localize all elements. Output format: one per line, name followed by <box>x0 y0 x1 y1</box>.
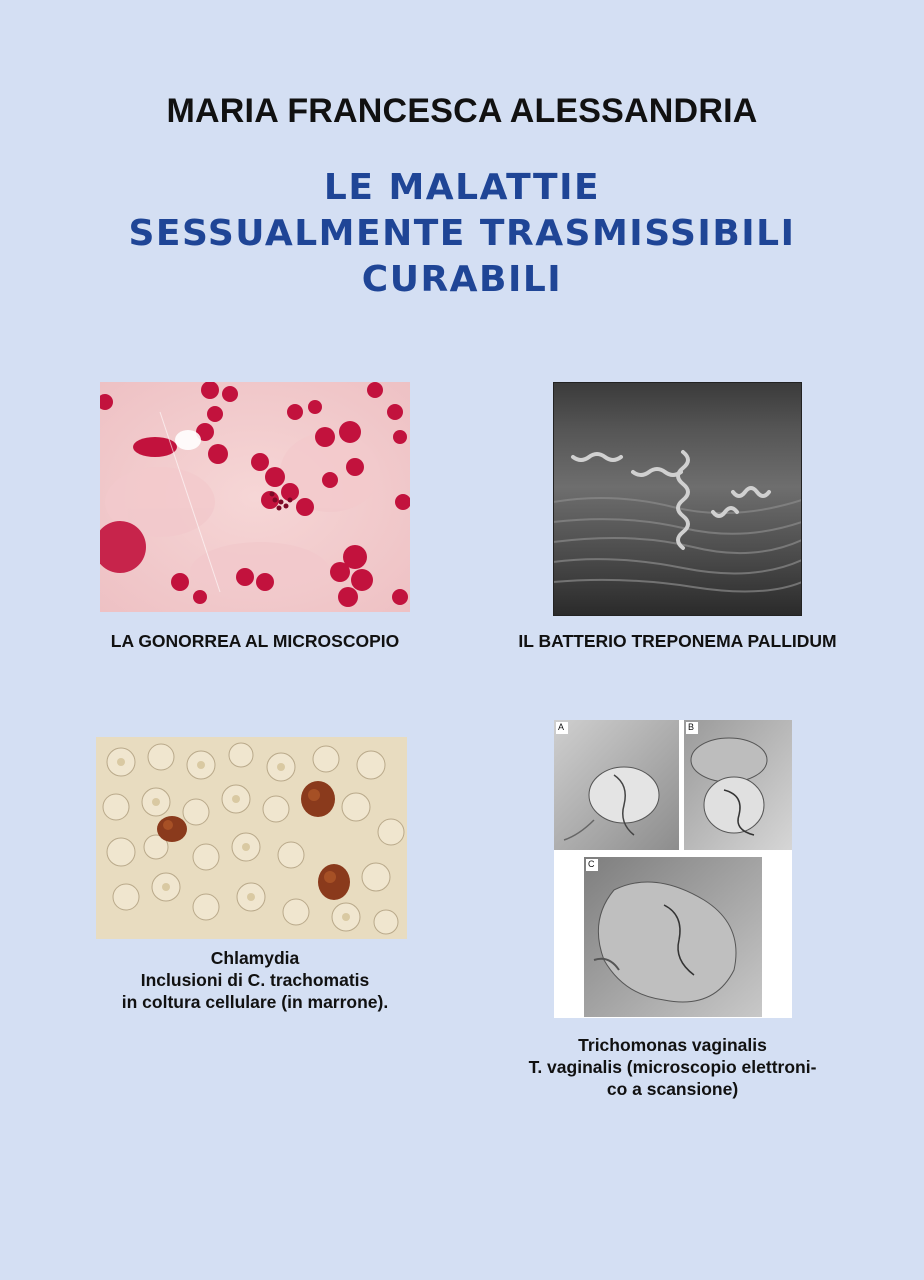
treponema-caption: IL BATTERIO TREPONEMA PALLIDUM <box>518 631 837 651</box>
trichomonas-caption-line-2: T. vaginalis (microscopio elettroni- <box>528 1057 817 1077</box>
panel-label-b: B <box>688 722 695 732</box>
chlamydia-caption-line-2: Inclusioni di C. trachomatis <box>140 970 370 990</box>
trichomonas-micrograph <box>554 720 792 1018</box>
gonorrhea-micrograph <box>100 382 410 612</box>
title-line-2: SESSUALMENTE TRASMISSIBILI <box>128 213 796 254</box>
author-name: MARIA FRANCESCA ALESSANDRIA <box>166 92 758 130</box>
title-line-3: CURABILI <box>361 259 563 300</box>
trichomonas-caption-line-3: co a scansione) <box>606 1079 739 1099</box>
treponema-micrograph <box>553 382 802 616</box>
panel-label-c: C <box>588 859 595 869</box>
panel-label-a: A <box>558 722 565 732</box>
chlamydia-caption <box>60 947 450 1013</box>
trichomonas-caption <box>480 1034 865 1100</box>
chlamydia-micrograph <box>96 737 407 939</box>
trichomonas-caption-line-1: Trichomonas vaginalis <box>578 1035 767 1055</box>
gonorrhea-caption: LA GONORREA AL MICROSCOPIO <box>110 631 400 651</box>
book-title <box>0 165 924 303</box>
chlamydia-caption-line-3: in coltura cellulare (in marrone). <box>121 992 389 1012</box>
title-line-1: LE MALATTIE <box>323 167 601 208</box>
chlamydia-caption-line-1: Chlamydia <box>210 948 300 968</box>
